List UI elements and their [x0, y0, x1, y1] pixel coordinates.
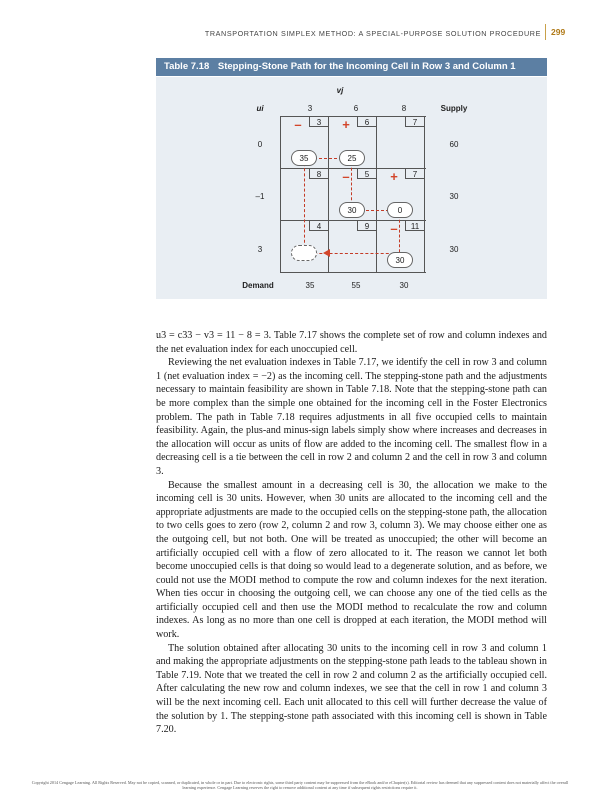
paragraph: Because the smallest amount in a decreasing cell is 30, the allocation we make to the incoming cell is 30 units. However, when 30 units are allocated to the incoming cell and the appropriate adjustments are made to the occupied cells on the stepping-stone path, the allocation to two cells goes to zero (row 2, column 2 and row 3, column 3). We may choose either one as the outgoing cell, but not both. One will be treated as unoccupied; the other will become an artificially occupied cell with a flow of zero allocated to it. The reason we cannot let both become unoccupied cells is that doing so would lead to a degenerate solution, and as before, we could not use the MODI method to compute the row and column indexes for the next iteration. When ties occur in choosing the outgoing cell, we can choose any one of the tied cells as the artificially occupied cell and then use the MODI method to recalculate the row and column indexes. As long as no more than one cell is dropped at each iteration, the MODI method will work.	[156, 479, 547, 641]
path-segment	[304, 253, 399, 254]
grid-line	[424, 116, 425, 273]
demand-header: Demand	[242, 281, 274, 290]
u1-value: 0	[257, 140, 263, 149]
u3-value: 3	[257, 245, 263, 254]
sign-r2c2: –	[342, 169, 350, 184]
allocation-r1c2: 25	[339, 150, 365, 166]
vj-label: vj	[336, 86, 344, 95]
v1-value: 3	[307, 104, 313, 113]
demand-col3: 30	[399, 281, 409, 290]
sign-r3c3: –	[390, 221, 398, 236]
allocation-r3c3: 30	[387, 252, 413, 268]
paragraph: Reviewing the net evaluation indexes in Table 7.17, we identify the cell in row 3 and column 1 (net evaluation index = −2) as the incoming cell. The stepping-stone path and the adjustments necessary to maintain feasibility are shown in Table 7.18. Note that the stepping-stone path can be more complex than the simple one obtained for the incoming cell in the Foster Electronics problem. The path in Table 7.18 requires adjustments in all five occupied cells to maintain feasibility. Again, the plus-and minus-sign labels simply show where increases and decreases in the allocation will occur as units of flow are added to the incoming cell. The smallest flow in a decreasing cell is a tie between the cell in row 2 and column 2 and the cell in row 3 and column 3.	[156, 357, 547, 477]
ui-label: ui	[256, 104, 264, 113]
paragraph: u3 = c33 − v3 = 11 − 8 = 3. Table 7.17 shows the complete set of row and column indexes and the net evaluation index for each unoccupied cell.	[156, 330, 547, 355]
cost-r2c1: 8	[316, 170, 322, 179]
v3-value: 8	[401, 104, 407, 113]
supply-row3: 30	[449, 245, 459, 254]
cost-r3c3: 11	[410, 222, 420, 231]
v2-value: 6	[353, 104, 359, 113]
u2-value: –1	[255, 192, 265, 201]
body-text	[156, 329, 547, 737]
cost-r2c2: 5	[364, 170, 370, 179]
paragraph: The solution obtained after allocating 30 units to the incoming cell in row 3 and column 1 and making the appropriate adjustments on the stepping-stone path leads to the tableau shown in Table 7.19. Note that we treated the cell in row 2 and column 2 as the artificially occupied cell. After calculating the new row and column indexes, we see that the cell in row 1 and column 3 will be the next incoming cell. Each unit allocated to this cell will further decrease the value of the solution by 1. The stepping-stone path associated with this incoming cell is shown in Table 7.20.	[156, 642, 547, 736]
incoming-arrow-icon	[323, 249, 330, 257]
allocation-r2c3: 0	[387, 202, 413, 218]
demand-col1: 35	[305, 281, 315, 290]
page-number: 299	[551, 27, 566, 37]
header-divider	[545, 24, 546, 40]
cost-r1c3: 7	[412, 118, 418, 127]
copyright-notice: Copyright 2014 Cengage Learning. All Rights Reserved. May not be copied, scanned, or duplicated, in whole or in part. Due to electronic rights, some third party content may be suppressed from the eBook and/or eChapter(s). Editorial review has deemed that any suppressed content does not materially affect the overall learning experience. Cengage Learning reserves the right to remove additional content at any time if subsequent rights restrictions require it.	[31, 780, 569, 791]
supply-row1: 60	[449, 140, 459, 149]
grid-line	[376, 116, 377, 273]
cost-r2c3: 7	[412, 170, 418, 179]
demand-col2: 55	[351, 281, 361, 290]
cost-r3c2: 9	[364, 222, 370, 231]
allocation-r2c2: 30	[339, 202, 365, 218]
incoming-cell-r3c1	[291, 245, 317, 261]
cost-r1c2: 6	[364, 118, 370, 127]
table-number: Table 7.18	[164, 61, 210, 72]
path-segment	[304, 158, 305, 253]
running-head: TRANSPORTATION SIMPLEX METHOD: A SPECIAL-PURPOSE SOLUTION PROCEDURE	[204, 29, 541, 38]
sign-r1c2: +	[342, 117, 350, 132]
table-title-bar	[156, 58, 547, 76]
table-caption: Stepping-Stone Path for the Incoming Cell in Row 3 and Column 1	[217, 61, 516, 72]
sign-r2c3: +	[390, 169, 398, 184]
supply-header: Supply	[440, 104, 468, 113]
supply-row2: 30	[449, 192, 459, 201]
sign-r1c1: –	[294, 117, 302, 132]
grid-line	[280, 116, 281, 273]
cost-r1c1: 3	[316, 118, 322, 127]
grid-line	[280, 272, 426, 273]
allocation-r1c1: 35	[291, 150, 317, 166]
cost-r3c1: 4	[316, 222, 322, 231]
